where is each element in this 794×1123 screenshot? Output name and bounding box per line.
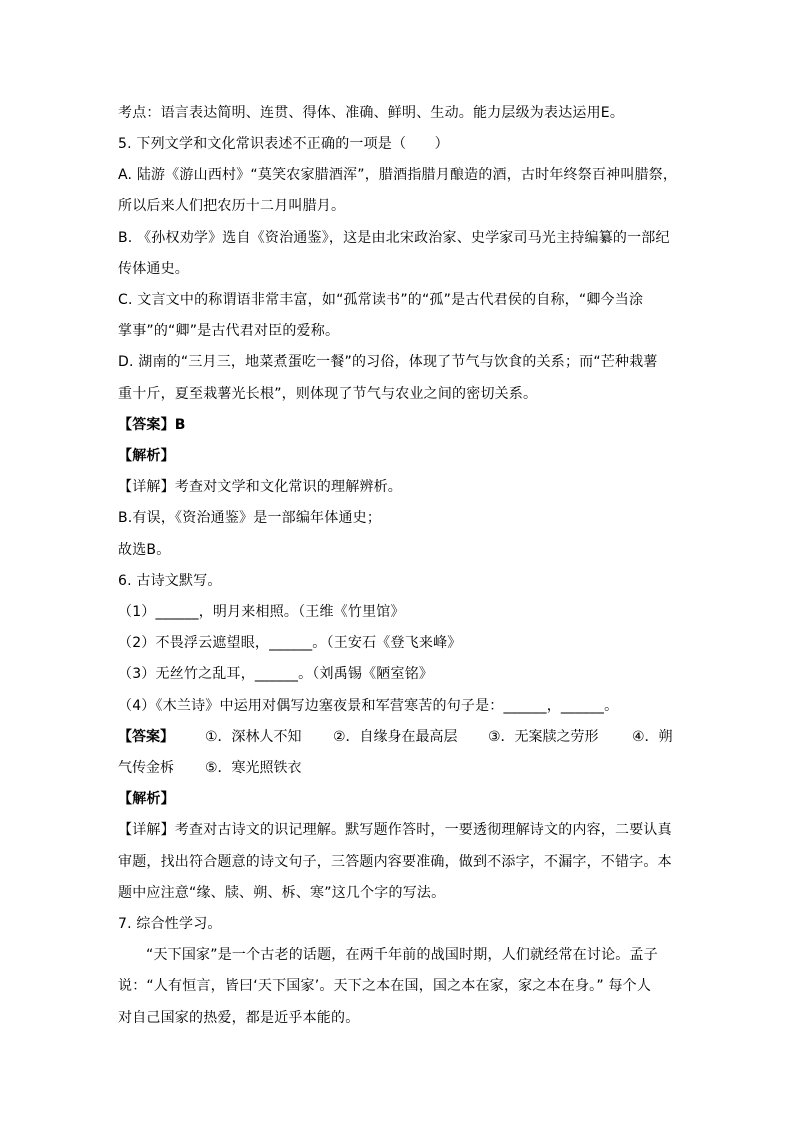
q6-stem: 6. 古诗文默写。 [118, 573, 222, 589]
q6-item-3: （3）无丝竹之乱耳，______。（刘禹锡《陋室铭》 [118, 666, 434, 682]
q6-answer-5: ⑤．寒光照铁衣 [205, 760, 302, 776]
q5-conclusion: 故选B。 [118, 542, 171, 558]
q7-stem: 7. 综合性学习。 [118, 916, 222, 932]
q6-answer-1: ①．深林人不知 [205, 729, 302, 745]
q6-detail-line1: 【详解】考查对古诗文的识记理解。默写题作答时，一要透彻理解诗文的内容，二要认真 [118, 822, 672, 838]
q6-item-4: （4）《木兰诗》中运用对偶写边塞夜景和军营寒苦的句子是：______，______。 [118, 698, 619, 714]
q5-analysis-heading: 【解析】 [118, 448, 175, 464]
q6-detail-line2: 审题，找出符合题意的诗文句子，三答题内容要准确，做到不添字，不漏字，不错字。本 [118, 854, 672, 870]
q5-detail: 【详解】考查对文学和文化常识的理解辨析。 [118, 479, 402, 495]
q6-item-2: （2）不畏浮云遮望眼，______。（王安石《登飞来峰》 [118, 635, 462, 651]
q6-item-1: （1）______，明月来相照。（王维《竹里馆》 [118, 604, 405, 620]
q5-option-c-line2: 掌事”的“卿”是古代君对臣的爱称。 [118, 323, 340, 339]
q5-stem: 5. 下列文学和文化常识表述不正确的一项是（ ） [118, 136, 449, 152]
q6-answer-label: 【答案】 [118, 729, 174, 745]
q7-paragraph-line1: “天下国家”是一个古老的话题，在两千年前的战国时期，人们就经常在讨论。孟子 [146, 947, 658, 963]
q6-analysis-heading: 【解析】 [118, 791, 175, 807]
q7-paragraph-line2: 说：“人有恒言，皆曰‘天下国家’。天下之本在国，国之本在家，家之本在身。” 每个人 [118, 978, 652, 994]
q5-detail-2: B.有误，《资治通鉴》是一部编年体通史； [118, 510, 382, 526]
q5-option-c-line1: C. 文言文中的称谓语非常丰富，如“孤常读书”的“孤”是古代君侯的自称，“卿今当涂 [118, 292, 644, 308]
kaodian-line: 考点：语言表达简明、连贯、得体、准确、鲜明、生动。能力层级为表达运用E。 [118, 105, 625, 121]
q5-option-a-line1: A. 陆游《游山西村》“莫笑农家腊酒浑”，腊酒指腊月酿造的酒，古时年终祭百神叫腊祭， [118, 167, 678, 183]
q5-answer: 【答案】B [118, 417, 186, 433]
q6-answer-4: ④．朔 [632, 729, 673, 745]
q7-paragraph-line3: 对自己国家的热爱，都是近乎本能的。 [118, 1010, 360, 1026]
q5-option-d-line1: D. 湖南的“三月三，地菜煮蛋吃一餐”的习俗，体现了节气与饮食的关系；而“芒种栽薯 [118, 354, 658, 370]
q5-option-b-line1: B. 《孙权劝学》选自《资治通鉴》，这是由北宋政治家、史学家司马光主持编纂的一部纪 [118, 230, 670, 246]
q6-answer-4-cont: 气传金柝 [118, 760, 174, 776]
q5-option-a-line2: 所以后来人们把农历十二月叫腊月。 [118, 198, 346, 214]
q6-answer-3: ③．无案牍之劳形 [488, 729, 599, 745]
q6-answer-2: ②．自缘身在最高层 [333, 729, 458, 745]
q5-option-d-line2: 重十斤，夏至栽薯光长根”，则体现了节气与农业之间的密切关系。 [118, 386, 538, 402]
q5-option-b-line2: 传体通史。 [118, 261, 189, 277]
q6-detail-line3: 题中应注意“缘、牍、朔、柝、寒”这几个字的写法。 [118, 885, 446, 901]
